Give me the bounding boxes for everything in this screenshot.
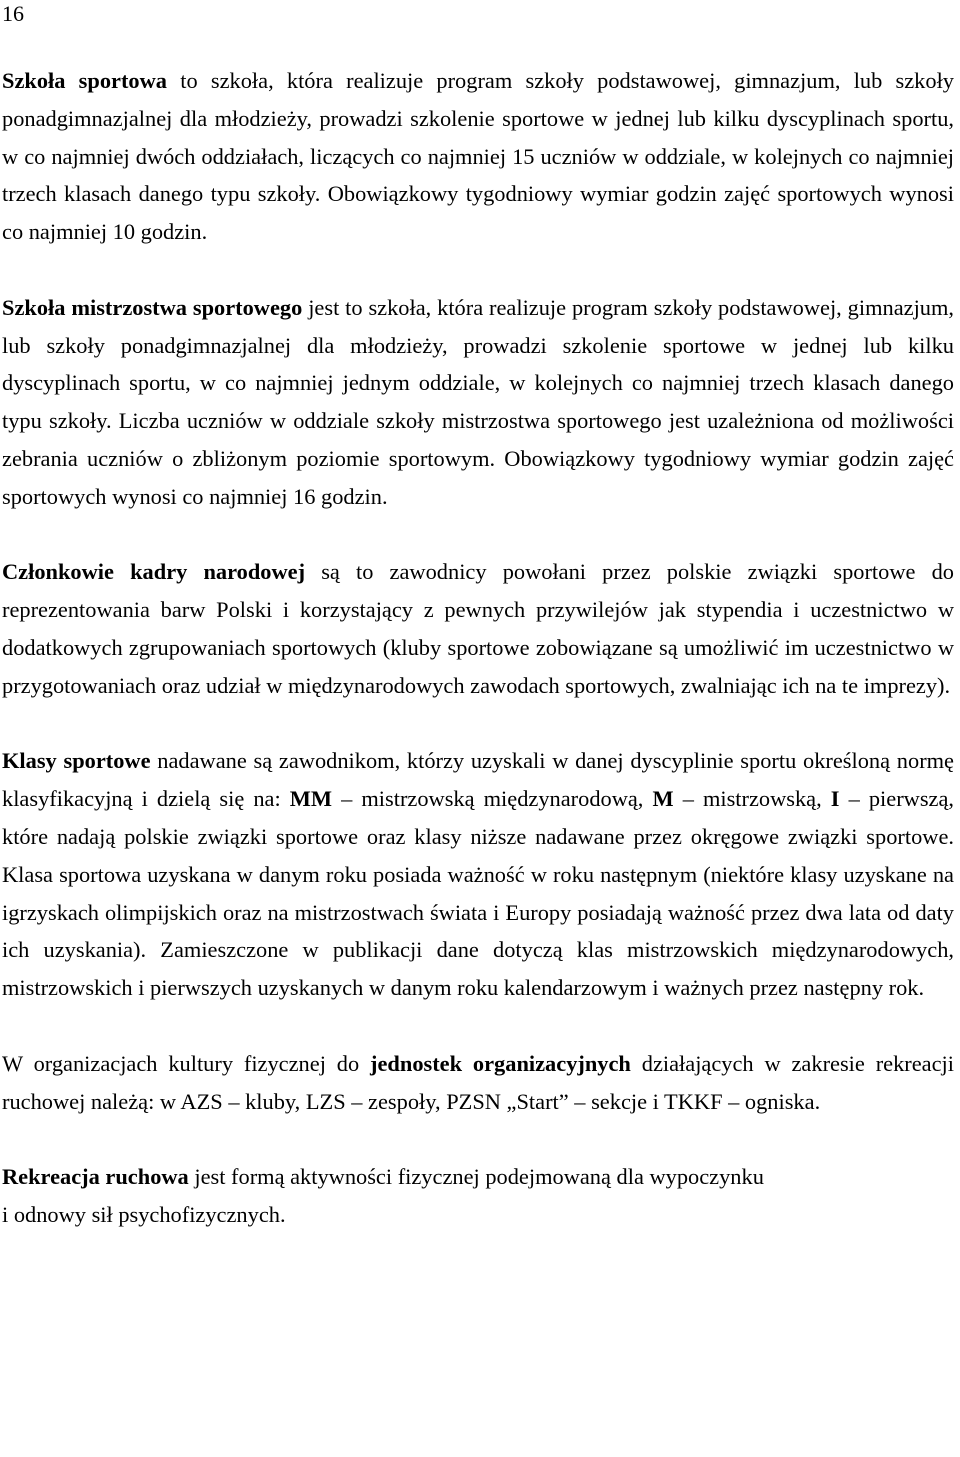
page-number: 16 <box>2 1 24 26</box>
paragraph-text: – pierwszą, które nadają polskie związki sportowe oraz klasy niższe nadawane przez okręgowe związki sportowe. Klasa sportowa uzyskana w danym roku posiada ważność w roku następnym (niektóre klasy uzyskane na igrzyskach olimpijskich oraz na mistrzostwach świata i Europy posiadają ważność przez dwa lata od daty ich uzyskania). Zamieszczone w publikacji dane dotyczą klas mistrzowskich międzynarodowych, mistrzowskich i pierwszych uzyskanych w danym roku kalendarzowym i ważnych przez następny rok. <box>2 786 955 1001</box>
paragraph-text: to szkoła, która realizuje program szkoły podstawowej, gimnazjum, lub szkoły ponadgimnazjalnej dla młodzieży, prowadzi szkolenie sportowe w jednej lub kilku dyscyplinach sportu, w co najmniej dwóch oddziałach, liczących co najmniej 15 uczniów w oddziale, w kolejnych co najmniej trzech klasach danego typu szkoły. Obowiązkowy tygodniowy wymiar godzin zajęć sportowych wynosi co najmniej 10 godzin. <box>2 68 954 245</box>
paragraph-text: W organizacjach kultury fizycznej do <box>2 1050 371 1076</box>
class-i: I <box>830 786 840 812</box>
document-body <box>2 62 954 1234</box>
paragraph-line-1 <box>2 1158 954 1196</box>
paragraph-text: nadawane są zawodnikom, którzy uzyskali w danej dyscyplinie sportu określoną normę klasyfikacyjną i dzielą się na: <box>2 748 955 812</box>
term-czlonkowie-kadry-narodowej: Członkowie kadry narodowej <box>2 559 306 585</box>
paragraph-text: – mistrzowską, <box>673 786 831 812</box>
paragraph-rekreacja-ruchowa <box>2 1158 954 1234</box>
paragraph-klasy-sportowe <box>2 742 954 1007</box>
paragraph-line-2: i odnowy sił psychofizycznych. <box>2 1201 286 1227</box>
term-szkola-sportowa: Szkoła sportowa <box>2 68 167 93</box>
paragraph-szkola-sportowa <box>2 62 954 251</box>
paragraph-text: jest formą aktywności fizycznej podejmowaną dla wypoczynku <box>188 1164 764 1190</box>
paragraph-text: – mistrzowską międzynarodową, <box>332 786 653 812</box>
term-rekreacja-ruchowa: Rekreacja ruchowa <box>2 1164 189 1190</box>
paragraph-szkola-mistrzostwa <box>2 289 954 516</box>
paragraph-kadra-narodowa <box>2 553 954 704</box>
class-mm: MM <box>289 786 333 812</box>
term-szkola-mistrzostwa-sportowego: Szkoła mistrzostwa sportowego <box>2 294 303 320</box>
term-jednostek-organizacyjnych: jednostek organizacyjnych <box>370 1050 631 1076</box>
paragraph-jednostki-organizacyjne <box>2 1045 954 1121</box>
class-m: M <box>652 786 674 812</box>
paragraph-text: jest to szkoła, która realizuje program szkoły podstawowej, gimnazjum, lub szkoły ponadgimnazjalnej dla młodzieży, prowadzi szkolenie sportowe w jednej lub kilku dyscyplinach sportu, w co najmniej jednym oddziale, w kolejnych co najmniej trzech klasach danego typu szkoły. Liczba uczniów w oddziale szkoły mistrzostwa sportowego jest uzależniona od możliwości zebrania uczniów o zbliżonym poziomie sportowym. Obowiązkowy tygodniowy wymiar godzin zajęć sportowych wynosi co najmniej 16 godzin. <box>2 294 954 509</box>
term-klasy-sportowe: Klasy sportowe <box>2 748 151 774</box>
paragraph-text: są to zawodnicy powołani przez polskie związki sportowe do reprezentowania barw Polski i korzystający z pewnych przywilejów jak stypendia i uczestnictwo w dodatkowych zgrupowaniach sportowych (kluby sportowe zobowiązane są umożliwić im uczestnictwo w przygotowaniach oraz udział w międzynarodowych zawodach sportowych, zwalniając ich na te imprezy). <box>2 559 954 698</box>
paragraph-text: działających w zakresie rekreacji ruchowej należą: w AZS – kluby, LZS – zespoły, PZSN „Start” – sekcje i TKKF – ogniska. <box>2 1050 954 1114</box>
